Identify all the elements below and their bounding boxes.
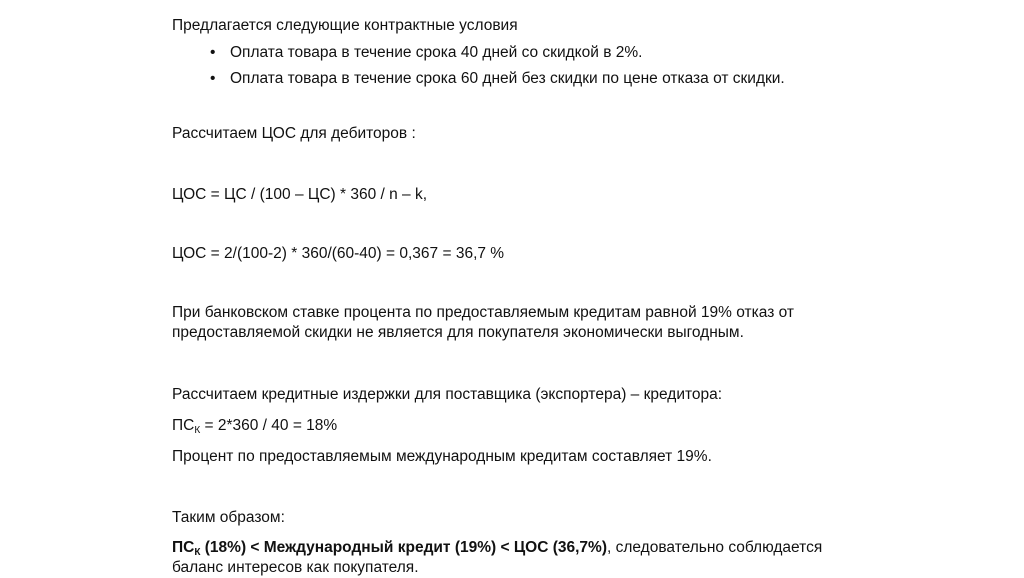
bank-rate-line-2: предоставляемой скидки не является для покупателя экономически выгодным. (172, 324, 744, 341)
conclusion-line-2: баланс интересов как покупателя. (172, 559, 419, 576)
bullet-text: Оплата товара в течение срока 60 дней без скидки по цене отказа от скидки. (230, 70, 785, 87)
conclusion-pk-label: ПС (172, 539, 195, 556)
bullet-dot-icon: • (210, 70, 216, 87)
conclusion-pk-subscript: К (194, 547, 201, 558)
pk-expression: = 2*360 / 40 = 18% (200, 417, 338, 434)
calc-heading: Рассчитаем ЦОС для дебиторов : (172, 125, 416, 142)
intro-text: Предлагается следующие контрактные условия (172, 17, 518, 34)
formula: ЦОС = ЦС / (100 – ЦС) * 360 / n – k, (172, 186, 428, 203)
credit-heading: Рассчитаем кредитные издержки для поставщика (экспортера) – кредитора: (172, 386, 723, 403)
thus-text: Таким образом: (172, 509, 285, 526)
conclusion-tail: , следовательно соблюдается (607, 539, 823, 556)
pk-label: ПС (172, 417, 195, 434)
pk-formula (172, 416, 337, 441)
formula-applied: ЦОС = 2/(100-2) * 360/(60-40) = 0,367 = 36,7 % (172, 245, 505, 262)
conclusion-comparison: (18%) < Международный кредит (19%) < ЦОС (36,7%) (200, 539, 607, 556)
pk-subscript: К (194, 425, 201, 436)
bullet-dot-icon: • (210, 44, 216, 61)
intl-credit-line: Процент по предоставляемым международным кредитам составляет 19%. (172, 448, 712, 465)
bank-rate-line-1: При банковском ставке процента по предоставляемым кредитам равной 19% отказ от (172, 304, 794, 321)
bullet-text: Оплата товара в течение срока 40 дней со скидкой в 2%. (230, 44, 643, 61)
